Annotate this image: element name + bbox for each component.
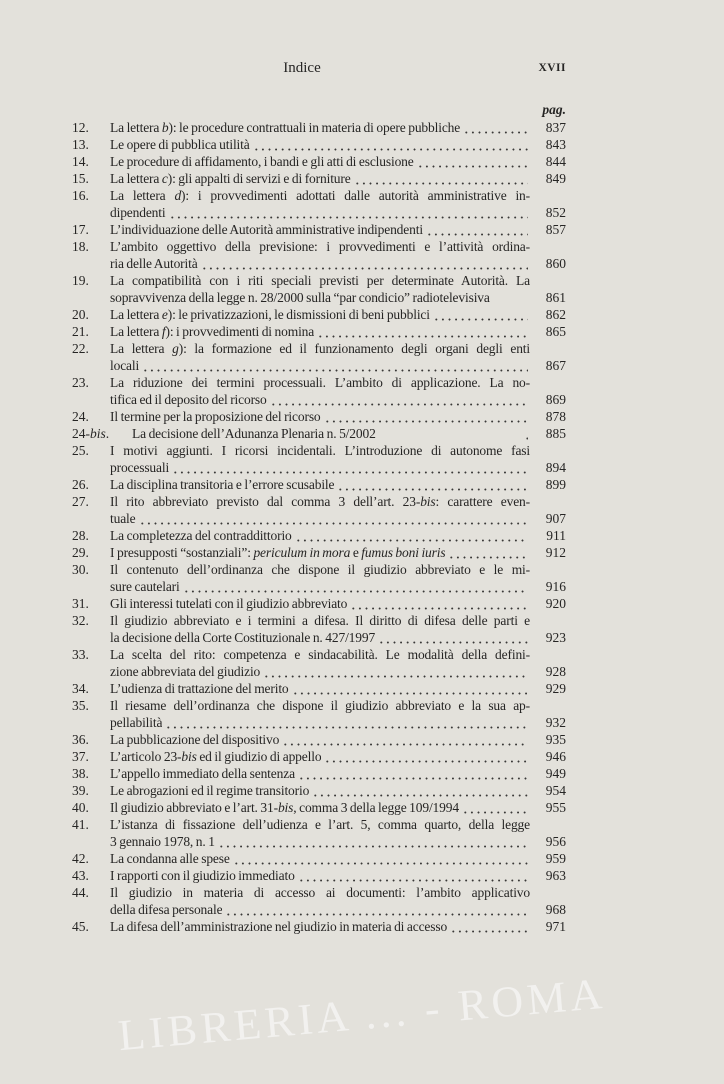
toc-entry[interactable] (72, 425, 566, 442)
entry-number: 31. (72, 596, 89, 611)
entry-title: Le abrogazioni ed il regime transitorio (110, 783, 310, 798)
toc-line (72, 561, 566, 578)
toc-line (72, 544, 566, 561)
toc-line (72, 323, 566, 340)
italic-text: periculum in mora (253, 545, 351, 560)
toc-entry[interactable] (72, 918, 566, 935)
italic-text: c (161, 171, 168, 186)
watermark: LIBRERIA ... - ROMA (116, 968, 608, 1061)
toc-line (72, 374, 566, 391)
toc-line (72, 153, 566, 170)
toc-entry[interactable] (72, 323, 566, 340)
italic-text: bis (277, 800, 294, 815)
entry-title: I rapporti con il giudizio immediato (110, 868, 295, 883)
entry-number (72, 204, 110, 221)
entry-number: 24-bis. (72, 426, 110, 441)
italic-text: e (161, 307, 168, 322)
toc-line (72, 629, 566, 646)
entry-title: La pubblicazione del dispositivo (110, 732, 280, 747)
entry-title: tuale (110, 511, 136, 526)
toc-line (72, 170, 566, 187)
toc-entry[interactable] (72, 595, 566, 612)
dot-leader (270, 391, 528, 408)
entry-number (72, 714, 110, 731)
entry-number (72, 578, 110, 595)
entry-number (72, 459, 110, 476)
entry-title: Il riesame dell’ordinanza che dispone il giudizio abbreviato e la sua ap- (110, 698, 530, 713)
toc-line (72, 255, 566, 272)
entry-title: L’ambito oggettivo della previsione: i provvedimenti e l’attività ordina- (110, 239, 530, 254)
entry-title: L’individuazione delle Autorità amministrative indipendenti (110, 222, 423, 237)
toc-line (72, 289, 566, 306)
entry-page-number: 959 (545, 851, 566, 866)
entry-number: 12. (72, 120, 89, 135)
entry-number: 34. (72, 681, 89, 696)
entry-title: L’udienza di trattazione del merito (110, 681, 289, 696)
dot-leader (317, 323, 528, 340)
entry-title: Il giudizio abbreviato e i termini a difesa. Il diritto di difesa delle parti e (110, 613, 530, 628)
entry-title: sure cautelari (110, 579, 180, 594)
entry-page-number: 935 (545, 732, 566, 747)
entry-number (72, 255, 110, 272)
dot-leader (292, 680, 528, 697)
entry-number: 19. (72, 273, 89, 288)
toc-line (72, 204, 566, 221)
toc-line (72, 901, 566, 918)
entry-page-number: 932 (545, 715, 566, 730)
entry-page-number: 837 (545, 120, 566, 135)
entry-title: pellabilità (110, 715, 163, 730)
entry-number: 21. (72, 324, 89, 339)
dot-leader (490, 289, 532, 306)
entry-title: Le procedure di affidamento, i bandi e gli atti di esclusione (110, 154, 414, 169)
entry-number: 43. (72, 868, 89, 883)
toc-entry[interactable] (72, 799, 566, 816)
toc-entry[interactable] (72, 646, 566, 680)
toc-entry[interactable] (72, 476, 566, 493)
toc-line (72, 884, 566, 901)
entry-page-number: 843 (545, 137, 566, 152)
toc-line (72, 867, 566, 884)
italic-text: bis (181, 749, 197, 764)
entry-page-number: 911 (546, 528, 566, 543)
entry-title: Il contenuto dell’ordinanza che dispone il giudizio abbreviato e le mi- (110, 562, 530, 577)
entry-number (72, 901, 110, 918)
entry-page-number: 894 (545, 460, 566, 475)
toc-line (72, 697, 566, 714)
toc-line (72, 595, 566, 612)
entry-number: 14. (72, 154, 89, 169)
dot-leader (298, 765, 528, 782)
entry-number: 37. (72, 749, 89, 764)
entry-number: 29. (72, 545, 89, 560)
toc-line (72, 816, 566, 833)
entry-number: 30. (72, 562, 89, 577)
dot-leader (218, 833, 528, 850)
entry-number: 38. (72, 766, 89, 781)
dot-leader (450, 918, 528, 935)
toc-line (72, 578, 566, 595)
entry-number: 17. (72, 222, 89, 237)
entry-page-number: 899 (545, 477, 566, 492)
dot-leader (312, 782, 528, 799)
toc-entry[interactable] (72, 561, 566, 595)
toc-entry[interactable] (72, 544, 566, 561)
toc-entry[interactable] (72, 272, 566, 306)
dot-leader (354, 170, 528, 187)
dot-leader (172, 459, 528, 476)
entry-number: 35. (72, 698, 89, 713)
entry-number: 42. (72, 851, 89, 866)
entry-page-number: 907 (545, 511, 566, 526)
toc-entry[interactable] (72, 221, 566, 238)
entry-page-number: 869 (545, 392, 566, 407)
toc-line (72, 408, 566, 425)
toc-line (72, 442, 566, 459)
dot-leader (295, 527, 528, 544)
italic-text: b (161, 120, 169, 135)
italic-text: f (161, 324, 166, 339)
toc-line (72, 238, 566, 255)
toc-entry[interactable] (72, 374, 566, 408)
entry-title: La completezza del contraddittorio (110, 528, 292, 543)
entry-number: 23. (72, 375, 89, 390)
toc-line (72, 272, 566, 289)
toc-entry[interactable] (72, 884, 566, 918)
entry-page-number: 929 (545, 681, 566, 696)
entry-number (72, 391, 110, 408)
toc-line (72, 714, 566, 731)
entry-title: Gli interessi tutelati con il giudizio abbreviato (110, 596, 348, 611)
toc-line (72, 459, 566, 476)
entry-page-number: 860 (545, 256, 566, 271)
toc-entry[interactable] (72, 408, 566, 425)
entry-page-number: 867 (545, 358, 566, 373)
entry-number (72, 833, 110, 850)
entry-page-number: 878 (545, 409, 566, 424)
page-column-label: pag. (542, 102, 566, 117)
toc-entry[interactable] (72, 765, 566, 782)
entry-page-number: 916 (545, 579, 566, 594)
dot-leader (253, 136, 528, 153)
dot-leader (183, 578, 528, 595)
toc-line (72, 476, 566, 493)
entry-title: dipendenti (110, 205, 166, 220)
entry-title: Il giudizio in materia di accesso ai documenti: l’ambito applicativo (110, 885, 530, 900)
toc-entry[interactable] (72, 748, 566, 765)
toc-entry[interactable] (72, 680, 566, 697)
entry-page-number: 865 (545, 324, 566, 339)
dot-leader (337, 476, 528, 493)
entry-title: La condanna alle spese (110, 851, 230, 866)
dot-leader (169, 204, 529, 221)
entry-number (72, 510, 110, 527)
dot-leader (298, 867, 528, 884)
entry-page-number: 857 (545, 222, 566, 237)
dot-leader (324, 748, 528, 765)
toc-line (72, 187, 566, 204)
toc-line (72, 340, 566, 357)
toc-entry[interactable] (72, 612, 566, 646)
dot-leader (378, 629, 528, 646)
toc-line (72, 680, 566, 697)
entry-number: 33. (72, 647, 89, 662)
entry-page-number: 968 (545, 902, 566, 917)
entry-title: La scelta del rito: competenza e sindacabilità. Le modalità della defini- (110, 647, 530, 662)
entry-number: 24. (72, 409, 89, 424)
dot-leader (142, 357, 528, 374)
toc-entry[interactable] (72, 442, 566, 476)
toc-entry[interactable] (72, 306, 566, 323)
entry-title: locali (110, 358, 140, 373)
toc-entry[interactable] (72, 697, 566, 731)
entry-title: La lettera c): gli appalti di servizi e di forniture (110, 171, 351, 186)
entry-number (72, 357, 110, 374)
toc-line (72, 357, 566, 374)
entry-title: La lettera g): la formazione ed il funzionamento degli organi degli enti (110, 341, 530, 356)
toc-line (72, 221, 566, 238)
entry-number (72, 663, 110, 680)
entry-number: 26. (72, 477, 89, 492)
toc-line (72, 663, 566, 680)
toc-line (72, 731, 566, 748)
entry-title: zione abbreviata del giudizio (110, 664, 261, 679)
running-head-title: Indice (283, 60, 321, 76)
toc-entry[interactable] (72, 867, 566, 884)
toc-entry[interactable] (72, 731, 566, 748)
dot-leader (324, 408, 528, 425)
entry-number: 25. (72, 443, 89, 458)
dot-leader (524, 425, 528, 442)
entry-number: 27. (72, 494, 89, 509)
dot-leader (263, 663, 528, 680)
italic-text: g (172, 341, 179, 356)
dot-leader (350, 595, 528, 612)
entry-title: I presupposti “sostanziali”: periculum in mora e fumus boni iuris (110, 545, 446, 560)
toc-entry[interactable] (72, 816, 566, 850)
italic-text: d (174, 188, 182, 203)
entry-number: 15. (72, 171, 89, 186)
entry-number: 28. (72, 528, 89, 543)
entry-page-number: 885 (545, 426, 566, 441)
dot-leader (139, 510, 529, 527)
entry-number: 44. (72, 885, 89, 900)
entry-title: la decisione della Corte Costituzionale n. 427/1997 (110, 630, 376, 645)
entry-page-number: 862 (545, 307, 566, 322)
toc-line (72, 425, 566, 442)
toc-entry[interactable] (72, 119, 566, 136)
entry-title: Le opere di pubblica utilità (110, 137, 250, 152)
page-number-roman: XVII (538, 62, 566, 74)
entry-number: 13. (72, 137, 89, 152)
dot-leader (426, 221, 528, 238)
entry-title: sopravvivenza della legge n. 28/2000 sulla “par condicio” radiotelevisiva (110, 290, 490, 305)
table-of-contents (72, 119, 566, 935)
entry-title: processuali (110, 460, 170, 475)
entry-title: La riduzione dei termini processuali. L’ambito di applicazione. La no- (110, 375, 530, 390)
dot-leader (462, 799, 528, 816)
dot-leader (233, 850, 528, 867)
toc-line (72, 119, 566, 136)
entry-page-number: 849 (545, 171, 566, 186)
toc-line (72, 918, 566, 935)
entry-page-number: 955 (545, 800, 566, 815)
entry-page-number: 844 (545, 154, 566, 169)
toc-entry[interactable] (72, 527, 566, 544)
dot-leader (282, 731, 528, 748)
entry-page-number: 956 (545, 834, 566, 849)
toc-line (72, 306, 566, 323)
entry-number: 18. (72, 239, 89, 254)
toc-line (72, 748, 566, 765)
italic-text: fumus boni iuris (361, 545, 446, 560)
entry-title: L’articolo 23-bis ed il giudizio di appello (110, 749, 322, 764)
entry-title: Il giudizio abbreviato e l’art. 31-bis, comma 3 della legge 109/1994 (110, 800, 459, 815)
entry-page-number: 946 (545, 749, 566, 764)
dot-leader (433, 306, 528, 323)
entry-title: L’appello immediato della sentenza (110, 766, 295, 781)
entry-page-number: 949 (545, 766, 566, 781)
toc-line (72, 646, 566, 663)
toc-entry[interactable] (72, 170, 566, 187)
toc-line (72, 799, 566, 816)
toc-entry[interactable] (72, 187, 566, 221)
entry-page-number: 912 (545, 545, 566, 560)
toc-line (72, 782, 566, 799)
toc-entry[interactable] (72, 340, 566, 374)
entry-title: La disciplina transitoria e l’errore scusabile (110, 477, 335, 492)
toc-line (72, 493, 566, 510)
dot-leader (448, 544, 528, 561)
entry-page-number: 852 (545, 205, 566, 220)
toc-line (72, 136, 566, 153)
entry-page-number: 963 (545, 868, 566, 883)
entry-title: La lettera e): le privatizzazioni, le dismissioni di beni pubblici (110, 307, 430, 322)
entry-title: 3 gennaio 1978, n. 1 (110, 834, 215, 849)
entry-number: 41. (72, 817, 89, 832)
italic-text: bis (90, 426, 106, 441)
entry-page-number: 971 (545, 919, 566, 934)
entry-title: La compatibilità con i riti speciali previsti per determinate Autorità. La (110, 273, 530, 288)
entry-title: I motivi aggiunti. I ricorsi incidentali. L’introduzione di autonome fasi (110, 443, 530, 458)
entry-number (72, 289, 110, 306)
entry-page-number: 923 (545, 630, 566, 645)
toc-entry[interactable] (72, 153, 566, 170)
toc-entry[interactable] (72, 136, 566, 153)
italic-text: bis (420, 494, 436, 509)
entry-page-number: 928 (545, 664, 566, 679)
toc-line (72, 391, 566, 408)
entry-number: 40. (72, 800, 89, 815)
entry-number: 45. (72, 919, 89, 934)
toc-line (72, 833, 566, 850)
toc-entry[interactable] (72, 238, 566, 272)
entry-title: Il rito abbreviato previsto dal comma 3 dell’art. 23-bis: carattere even- (110, 494, 530, 509)
toc-entry[interactable] (72, 782, 566, 799)
dot-leader (417, 153, 528, 170)
entry-title: La lettera d): i provvedimenti adottati dalle autorità amministrative in- (110, 188, 530, 203)
entry-title: La lettera b): le procedure contrattuali in materia di opere pubbliche (110, 120, 461, 135)
entry-title: La difesa dell’amministrazione nel giudizio in materia di accesso (110, 919, 448, 934)
dot-leader (463, 119, 528, 136)
entry-number: 32. (72, 613, 89, 628)
entry-title: La lettera f): i provvedimenti di nomina (110, 324, 315, 339)
entry-page-number: 920 (545, 596, 566, 611)
entry-title: Il termine per la proposizione del ricorso (110, 409, 321, 424)
entry-page-number: 861 (545, 290, 566, 305)
entry-number: 39. (72, 783, 89, 798)
entry-number: 22. (72, 341, 89, 356)
toc-line (72, 510, 566, 527)
toc-line (72, 612, 566, 629)
dot-leader (201, 255, 528, 272)
entry-title: tifica ed il deposito del ricorso (110, 392, 267, 407)
entry-title: della difesa personale (110, 902, 223, 917)
entry-title: La decisione dell’Adunanza Plenaria n. 5/2002 (132, 426, 376, 441)
toc-entry[interactable] (72, 850, 566, 867)
dot-leader (165, 714, 528, 731)
toc-entry[interactable] (72, 493, 566, 527)
entry-number: 16. (72, 188, 89, 203)
entry-number: 36. (72, 732, 89, 747)
entry-title: ria delle Autorità (110, 256, 198, 271)
dot-leader (225, 901, 528, 918)
entry-number: 20. (72, 307, 89, 322)
entry-page-number: 954 (545, 783, 566, 798)
entry-title: L’istanza di fissazione dell’udienza e l’art. 5, comma quarto, della legge (110, 817, 530, 832)
entry-number (72, 629, 110, 646)
toc-line (72, 850, 566, 867)
toc-line (72, 765, 566, 782)
toc-line (72, 527, 566, 544)
